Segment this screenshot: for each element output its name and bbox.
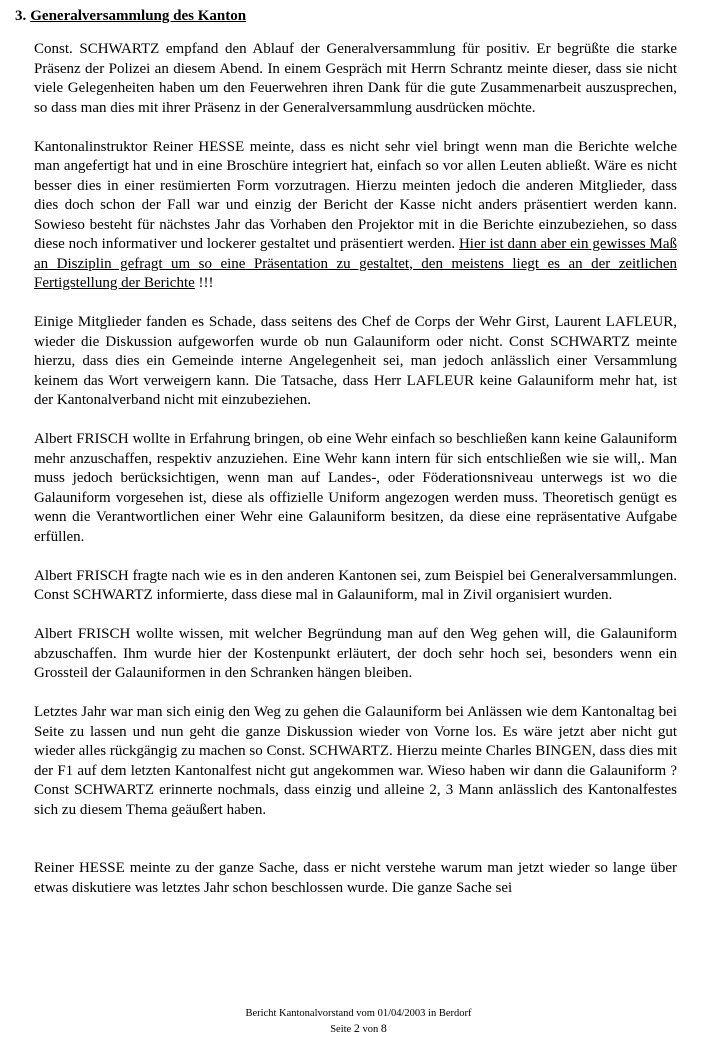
footer-page-current: 2 — [353, 1021, 360, 1035]
paragraph-8: Reiner HESSE meinte zu der ganze Sache, dass er nicht verstehe warum man jetzt wieder so lange über etwas diskutiere was letztes Jahr schon beschlossen wurde. Die ganze Sache sei — [34, 860, 677, 896]
section-title: Generalversammlung des Kanton — [30, 8, 247, 24]
paragraph-6: Albert FRISCH wollte wissen, mit welcher Begründung man auf den Weg gehen will, die Galauniform abzuschaffen. Ihm wurde hier der Kostenpunkt erläutert, der doch sehr hoch sei, besonders wenn ein Grossteil der Galauniformen in den Schranken hängen bleiben. — [34, 626, 677, 681]
body-text — [34, 40, 677, 898]
paragraph-3: Einige Mitglieder fanden es Schade, dass seitens des Chef de Corps der Wehr Girst, Laurent LAFLEUR, wieder die Diskussion aufgeworfen wurde ob nun Galauniform oder nicht. Const SCHWARTZ meinte hierzu, dass dies ein Gemeinde interne Angelegenheit sei, man jedoch anlässlich einer Versammlung keinem das Wort verweigern kann. Die Tatsache, dass Herr LAFLEUR keine Galauniform mehr hat, ist der Kantonalverband nicht mit einzubeziehen. — [34, 314, 677, 408]
paragraph-2-underlined: Hier ist dann aber ein gewisses Maß an Disziplin gefragt um so eine Präsentation zu gestaltet, den meistens liegt es an der zeitlichen Fertigstellung der Berichte — [34, 236, 677, 291]
section-heading — [15, 7, 246, 26]
paragraph-5: Albert FRISCH fragte nach wie es in den anderen Kantonen sei, zum Beispiel bei Generalversammlungen. Const SCHWARTZ informierte, dass diese mal in Galauniform, mal in Zivil organisiert wurden. — [34, 567, 677, 603]
footer-page-prefix: Seite — [330, 1024, 352, 1035]
paragraph-4: Albert FRISCH wollte in Erfahrung bringen, ob eine Wehr einfach so beschließen kann keine Galauniform mehr anzuschaffen, respektiv anzuziehen. Eine Wehr kann intern für sich entschließen wie sie will,. Man muss jedoch berücksichtigen, wenn man auf Landes-, oder Föderationsniveau unterwegs ist wo die Galauniform vorgesehen ist, diese als offizielle Uniform angezogen werden muss. Theoretisch genügt es wenn die Verantwortlichen einer Wehr eine Galauniform besitzen, da diese eine repräsentative Aufgabe erfüllen. — [34, 431, 677, 545]
paragraph-2 — [34, 138, 677, 294]
section-number: 3. — [15, 8, 27, 24]
paragraph-2-text: Kantonalinstruktor Reiner HESSE meinte, dass es nicht sehr viel bringt wenn man die Berichte welche man angefertigt hat und in eine Broschüre integriert hat, einfach so vor allen Leuten abließt. Wäre es nicht besser dies in einer resümierten Form vorzutragen. Hierzu meinten jedoch die anderen Mitglieder, dass dies doch schon der Fall war und einzig der Bericht der Kasse nicht anders präsentiert werden kann. Sowieso besteht für nächstes Jahr das Vorhaben den Projektor mit in die Berichte einzubeziehen, so dass diese noch informativer und lockerer gestaltet und präsentiert werden. — [34, 138, 677, 252]
page-footer — [0, 1007, 717, 1037]
paragraph-1: Const. SCHWARTZ empfand den Ablauf der Generalversammlung für positiv. Er begrüßte die starke Präsenz der Polizei an diesem Abend. In einem Gespräch mit Herrn Schrantz meinte dieser, dass sie nicht viele Gelegenheiten haben um den Feuerwehren ihren Dank für die gute Zusammenarbeit auszusprechen, so dass man dies mit ihrer Präsenz in der Generalversammlung ausdrücken möchte. — [34, 41, 677, 116]
paragraph-2-suffix: !!! — [198, 275, 214, 291]
footer-page-total: 8 — [380, 1021, 387, 1035]
footer-page-number — [0, 1021, 717, 1037]
paragraph-7: Letztes Jahr war man sich einig den Weg zu gehen die Galauniform bei Anlässen wie dem Kantonaltag bei Seite zu lassen und nun geht die ganze Diskussion wieder von Vorne los. Es wäre jetzt aber nicht gut wieder alles rückgängig zu machen so Const. SCHWARTZ. Hierzu meinte Charles BINGEN, dass dies mit der F1 auf dem letzten Kantonalfest nicht gut angekommen war. Wieso haben wir dann die Galauniform ? Const SCHWARTZ erinnerte nochmals, dass einzig und alleine 2, 3 Mann anlässlich des Kantonalfestes sich zu diesem Thema geäußert haben. — [34, 704, 677, 818]
footer-page-sep: von — [362, 1024, 379, 1035]
footer-report-line: Bericht Kantonalvorstand vom 01/04/2003 in Berdorf — [245, 1008, 472, 1019]
